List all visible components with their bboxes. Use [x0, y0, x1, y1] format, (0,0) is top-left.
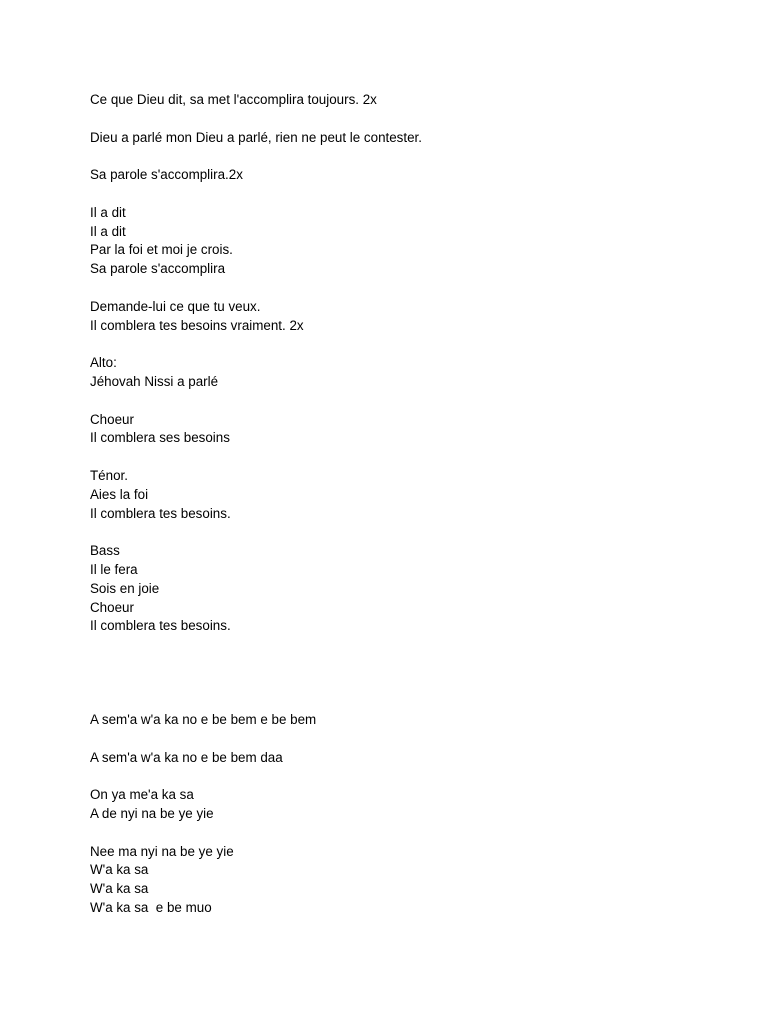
- lyric-line: Choeur: [90, 411, 134, 427]
- lyric-line: Il comblera ses besoins: [90, 430, 230, 446]
- stanza: [90, 91, 730, 110]
- stanza: [90, 786, 730, 824]
- lyric-line: A de nyi na be ye yie: [90, 805, 214, 821]
- stanza-gap: [90, 824, 730, 843]
- lyric-line: W'a ka sa e be muo: [90, 899, 212, 915]
- lyric-line: Sois en joie: [90, 580, 160, 596]
- lyrics-part-1: [90, 91, 730, 636]
- lyric-line: Sa parole s'accomplira.2x: [90, 167, 243, 183]
- stanza-gap: [90, 279, 730, 298]
- lyric-line: A sem'a w'a ka no e be bem daa: [90, 749, 283, 765]
- stanza-gap: [90, 147, 730, 166]
- stanza: [90, 749, 730, 768]
- lyric-line: Il le fera: [90, 561, 138, 577]
- stanza-gap: [90, 110, 730, 129]
- stanza-gap: [90, 335, 730, 354]
- lyric-line: Sa parole s'accomplira: [90, 261, 226, 277]
- stanza: [90, 298, 730, 336]
- stanza: [90, 166, 730, 185]
- lyrics-part-2: [90, 711, 730, 918]
- lyric-line: Demande-lui ce que tu veux.: [90, 298, 261, 314]
- stanza: [90, 843, 730, 918]
- stanza-gap: [90, 767, 730, 786]
- stanza-gap: [90, 185, 730, 204]
- lyric-line: On ya me'a ka sa: [90, 787, 194, 803]
- lyric-line: Alto:: [90, 355, 117, 371]
- lyric-line: W'a ka sa: [90, 881, 149, 897]
- lyric-line: Aies la foi: [90, 486, 149, 502]
- lyric-line: A sem'a w'a ka no e be bem e be bem: [90, 712, 317, 727]
- stanza: [90, 711, 730, 730]
- stanza-gap: [90, 730, 730, 749]
- stanza: [90, 354, 730, 392]
- lyric-line: Par la foi et moi je crois.: [90, 242, 233, 258]
- lyric-line: W'a ka sa: [90, 862, 149, 878]
- stanza-gap: [90, 448, 730, 467]
- stanza-gap: [90, 392, 730, 411]
- stanza: [90, 411, 730, 449]
- lyric-line: Ce que Dieu dit, sa met l'accomplira toujours. 2x: [90, 92, 377, 107]
- stanza-gap: [90, 523, 730, 542]
- lyric-line: Bass: [90, 543, 120, 559]
- lyric-line: Il a dit: [90, 204, 126, 220]
- stanza: [90, 204, 730, 279]
- lyric-line: Il comblera tes besoins.: [90, 618, 231, 634]
- lyric-line: Nee ma nyi na be ye yie: [90, 843, 234, 859]
- lyric-line: Il comblera tes besoins vraiment. 2x: [90, 317, 304, 333]
- stanza: [90, 129, 730, 148]
- lyric-line: Choeur: [90, 599, 134, 615]
- lyric-line: Jéhovah Nissi a parlé: [90, 373, 219, 389]
- lyric-line: Il a dit: [90, 223, 126, 239]
- lyric-line: Il comblera tes besoins.: [90, 505, 231, 521]
- lyric-line: Dieu a parlé mon Dieu a parlé, rien ne peut le contester.: [90, 129, 422, 145]
- lyric-line: Ténor.: [90, 467, 128, 483]
- stanza: [90, 542, 730, 636]
- stanza: [90, 467, 730, 523]
